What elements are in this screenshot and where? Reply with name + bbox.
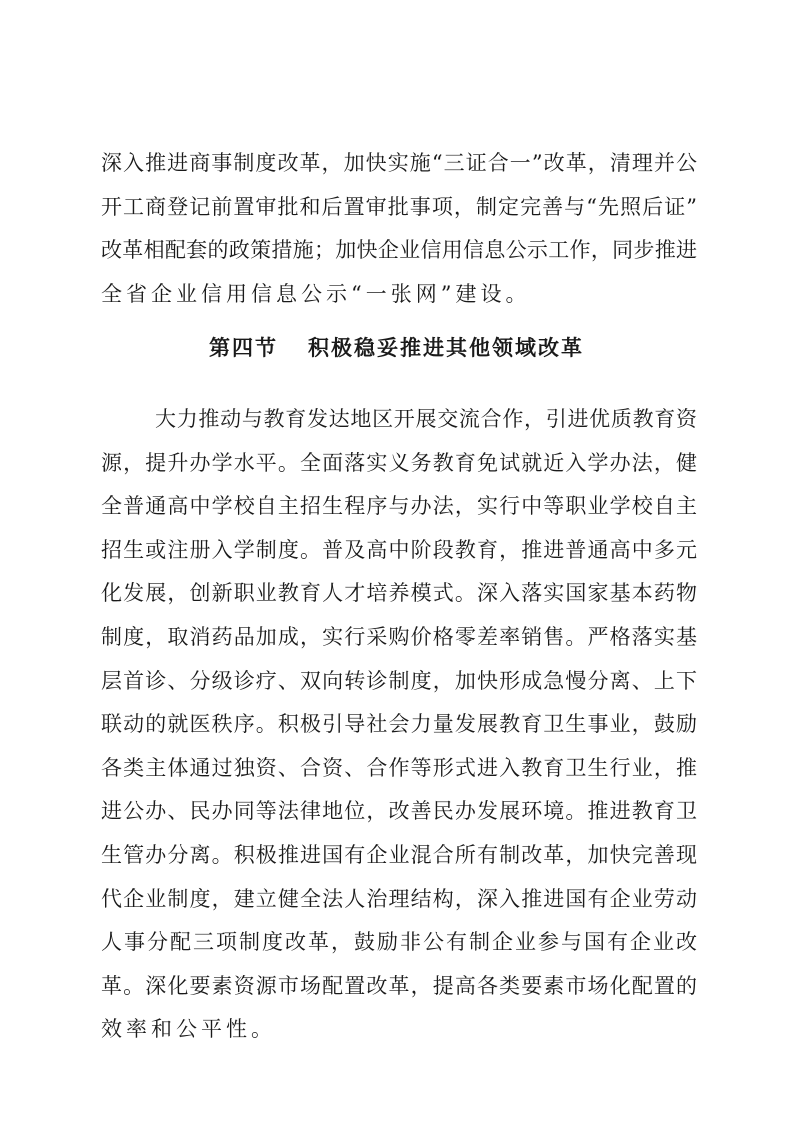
text-line: 各类主体通过独资、合资、合作等形式进入教育卫生行业，推 [101,755,697,780]
text-line: 进公办、民办同等法律地位，改善民办发展环境。推进教育卫 [101,799,697,824]
text-line: 代企业制度，建立健全法人治理结构，深入推进国有企业劳动 [101,886,697,911]
text-line: 人事分配三项制度改革，鼓励非公有制企业参与国有企业改 [101,930,697,955]
text-line: 全省企业信用信息公示“一张网”建设。 [101,281,531,306]
text-line: 联动的就医秩序。积极引导社会力量发展教育卫生事业，鼓励 [101,712,697,737]
text-line: 改革相配套的政策措施；加快企业信用信息公示工作，同步推进 [101,238,697,263]
paragraph-commercial-reform [101,142,697,316]
text-line: 深入推进商事制度改革，加快实施“三证合一”改革，清理并公 [101,151,697,175]
text-line: 革。深化要素资源市场配置改革，提高各类要素市场化配置的 [101,973,697,998]
section-heading [0,326,793,370]
text-line: 制度，取消药品加成，实行采购价格零差率销售。严格落实基 [101,624,697,649]
text-line: 开工商登记前置审批和后置审批事项，制定完善与“先照后证” [101,194,697,219]
text-line: 层首诊、分级诊疗、双向转诊制度，加快形成急慢分离、上下 [101,668,697,693]
section-number: 第四节 [209,335,278,360]
text-line: 源，提升办学水平。全面落实义务教育免试就近入学办法，健 [101,450,697,475]
text-line: 招生或注册入学制度。普及高中阶段教育，推进普通高中多元 [101,537,697,562]
section-title: 积极稳妥推进其他领域改革 [308,335,584,360]
text-line: 大力推动与教育发达地区开展交流合作，引进优质教育资 [155,407,697,431]
text-line: 化发展，创新职业教育人才培养模式。深入落实国家基本药物 [101,581,697,606]
paragraph-other-reforms [101,398,697,1052]
text-line: 生管办分离。积极推进国有企业混合所有制改革，加快完善现 [101,842,697,867]
text-line: 全普通高中学校自主招生程序与办法，实行中等职业学校自主 [101,494,697,519]
text-line: 效率和公平性。 [101,1017,276,1042]
